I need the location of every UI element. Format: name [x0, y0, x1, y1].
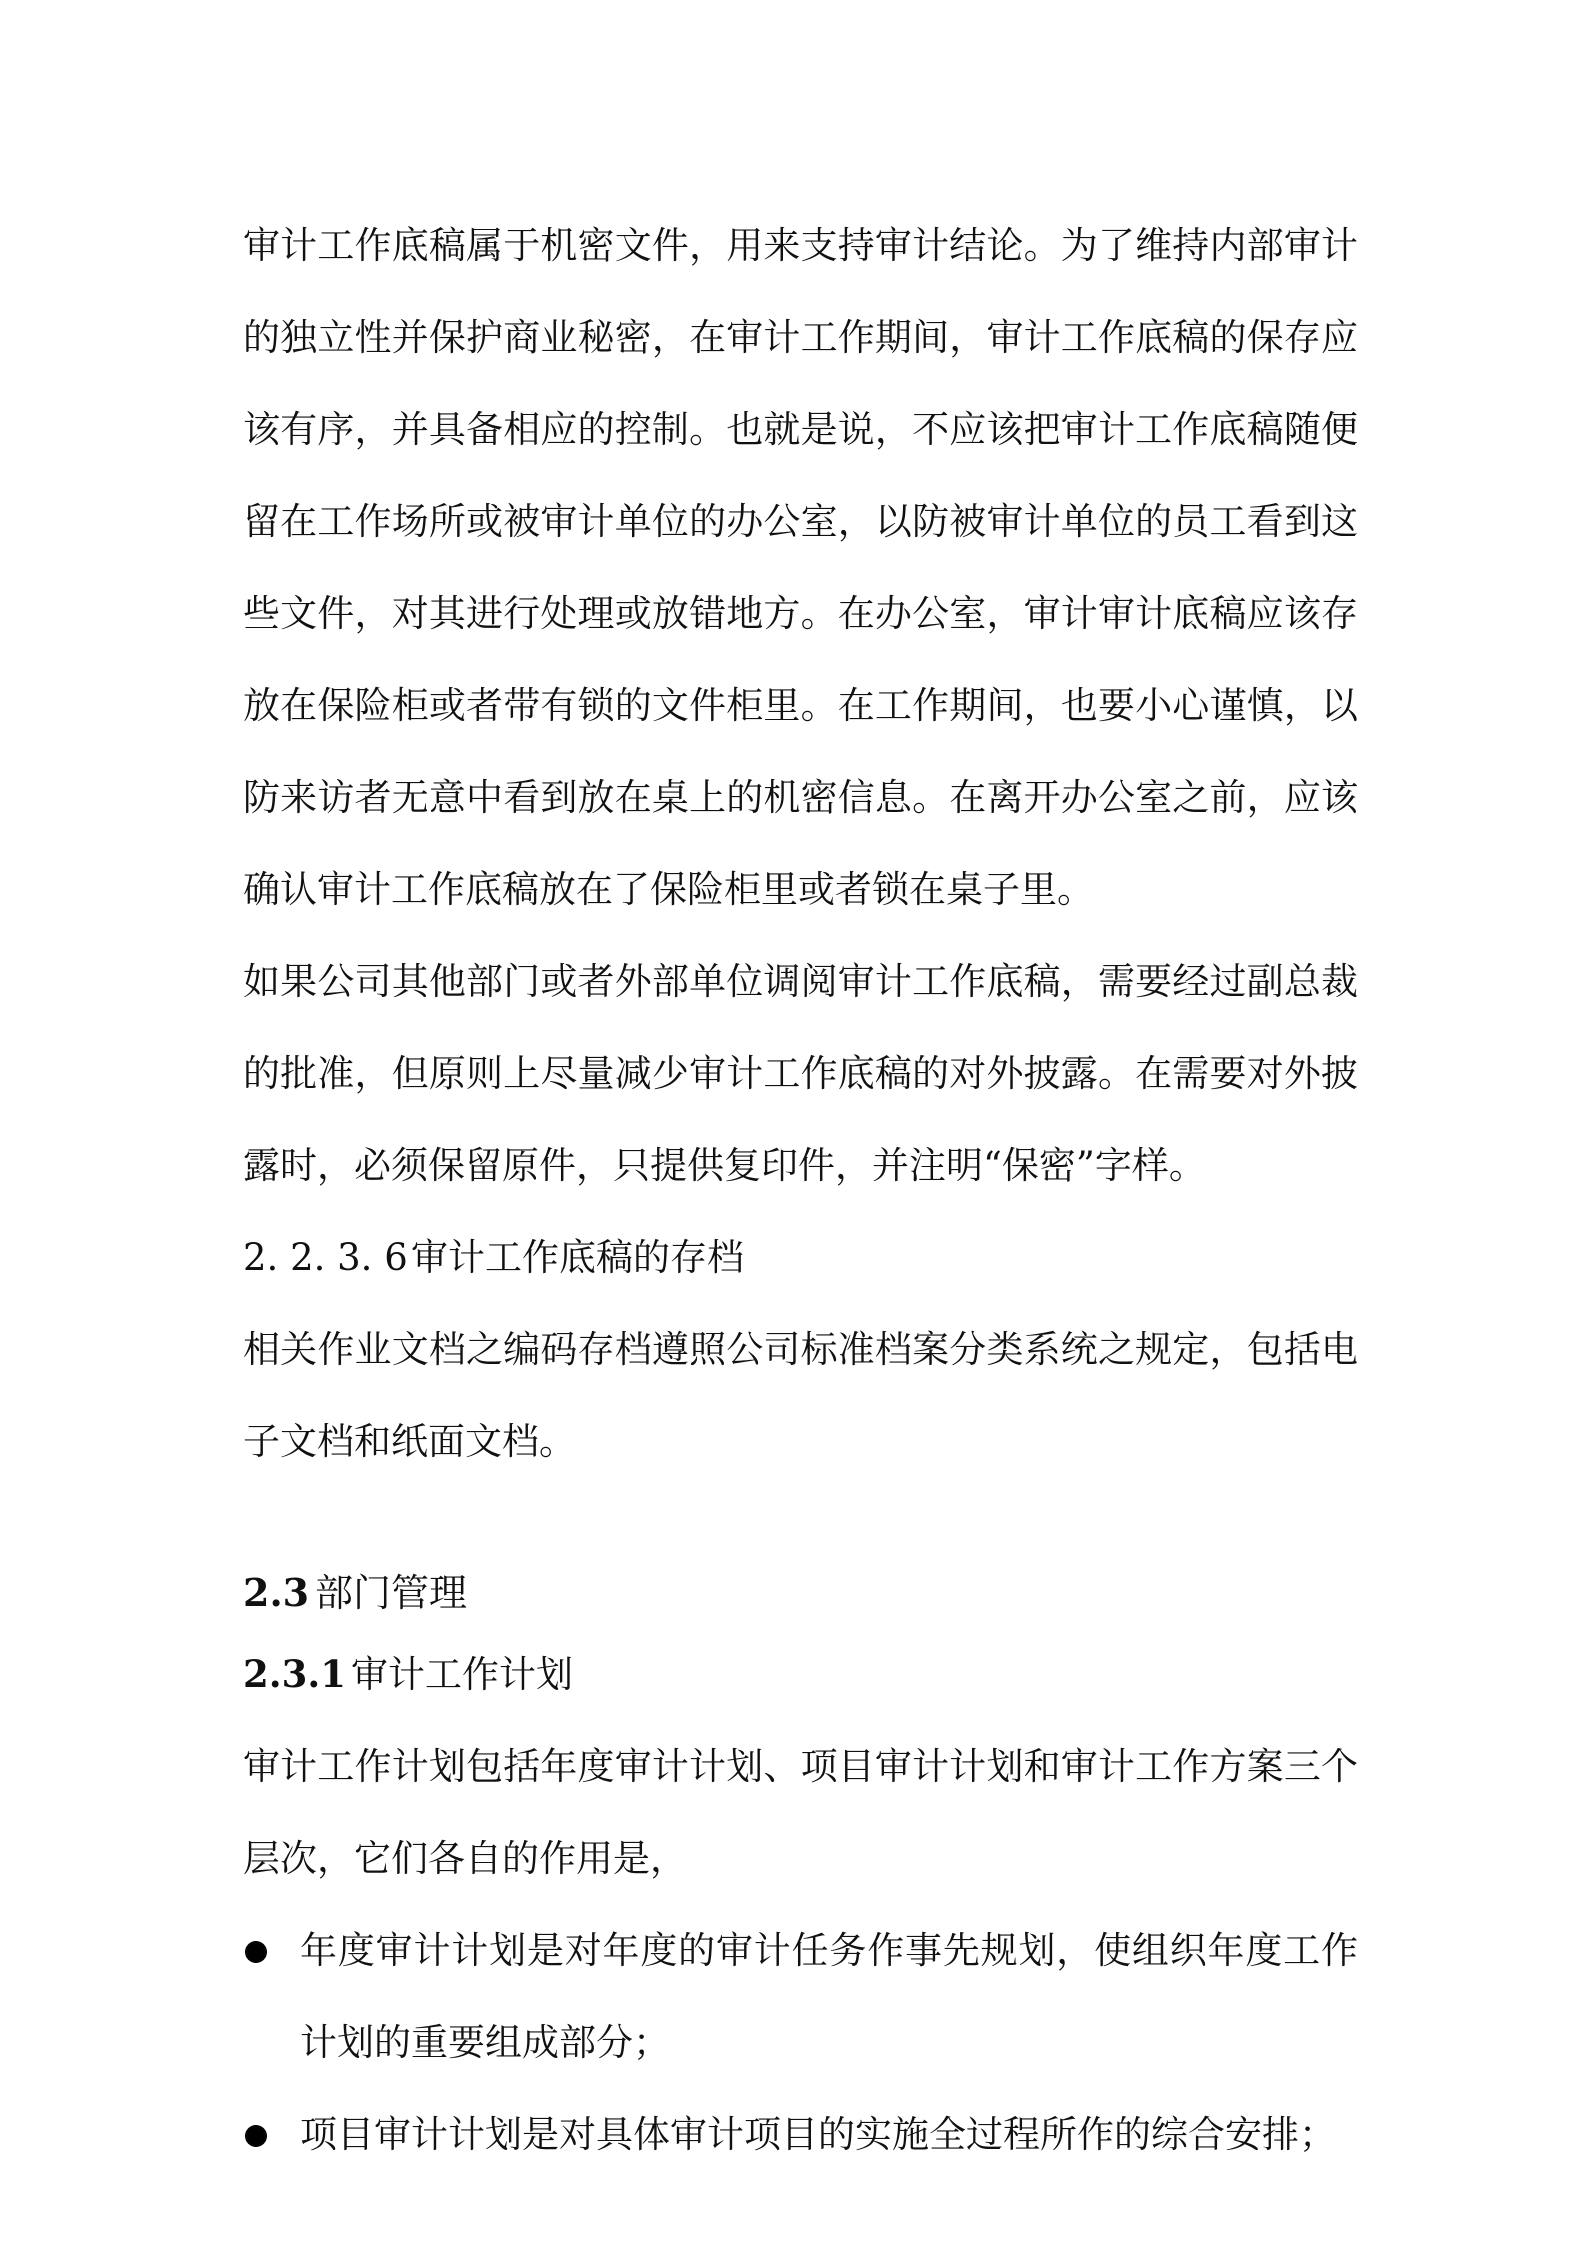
- heading-2-2-3-6: [243, 1212, 1358, 1304]
- bullet-list: [243, 1905, 1358, 2181]
- heading-number: 2.3.1: [243, 1652, 346, 1696]
- bullet-icon: [245, 2125, 267, 2147]
- section-spacer: [243, 1488, 1358, 1558]
- heading-number: 2. 2. 3. 6: [243, 1236, 408, 1279]
- list-item: [243, 2089, 1358, 2181]
- list-item: [243, 1905, 1358, 2089]
- list-item-text: 项目审计计划是对具体审计项目的实施全过程所作的综合安排；: [300, 2113, 1336, 2156]
- heading-title: 审计工作底稿的存档: [411, 1236, 744, 1279]
- paragraph-audit-plan-levels: 审计工作计划包括年度审计计划、项目审计计划和审计工作方案三个层次，它们各自的作用是，: [243, 1745, 1358, 1880]
- paragraph-external-access: 如果公司其他部门或者外部单位调阅审计工作底稿，需要经过副总裁的批准，但原则上尽量减少审计工作底稿的对外披露。在需要对外披露时，必须保留原件，只提供复印件，并注明“保密”字样。: [243, 960, 1358, 1187]
- document-page: [243, 200, 1358, 2181]
- bullet-icon: [245, 1941, 267, 1963]
- heading-2-3-1: [243, 1628, 1358, 1721]
- heading-2-3: [243, 1558, 1358, 1628]
- paragraph-confidentiality: 审计工作底稿属于机密文件，用来支持审计结论。为了维持内部审计的独立性并保护商业秘密，在审计工作期间，审计工作底稿的保存应该有序，并具备相应的控制。也就是说，不应该把审计工作底稿随便留在工作场所或被审计单位的办公室，以防被审计单位的员工看到这些文件，对其进行处理或放错地方。在办公室，审计审计底稿应该存放在保险柜或者带有锁的文件柜里。在工作期间，也要小心谨慎，以防来访者无意中看到放在桌上的机密信息。在离开办公室之前，应该确认审计工作底稿放在了保险柜里或者锁在桌子里。: [243, 224, 1358, 911]
- list-item-text: 年度审计计划是对年度的审计任务作事先规划，使组织年度工作计划的重要组成部分；: [300, 1929, 1358, 2064]
- heading-title: 部门管理: [315, 1571, 468, 1615]
- paragraph-archiving: 相关作业文档之编码存档遵照公司标准档案分类系统之规定，包括电子文档和纸面文档。: [243, 1328, 1358, 1463]
- heading-title: 审计工作计划: [351, 1653, 573, 1696]
- heading-number: 2.3: [243, 1570, 310, 1615]
